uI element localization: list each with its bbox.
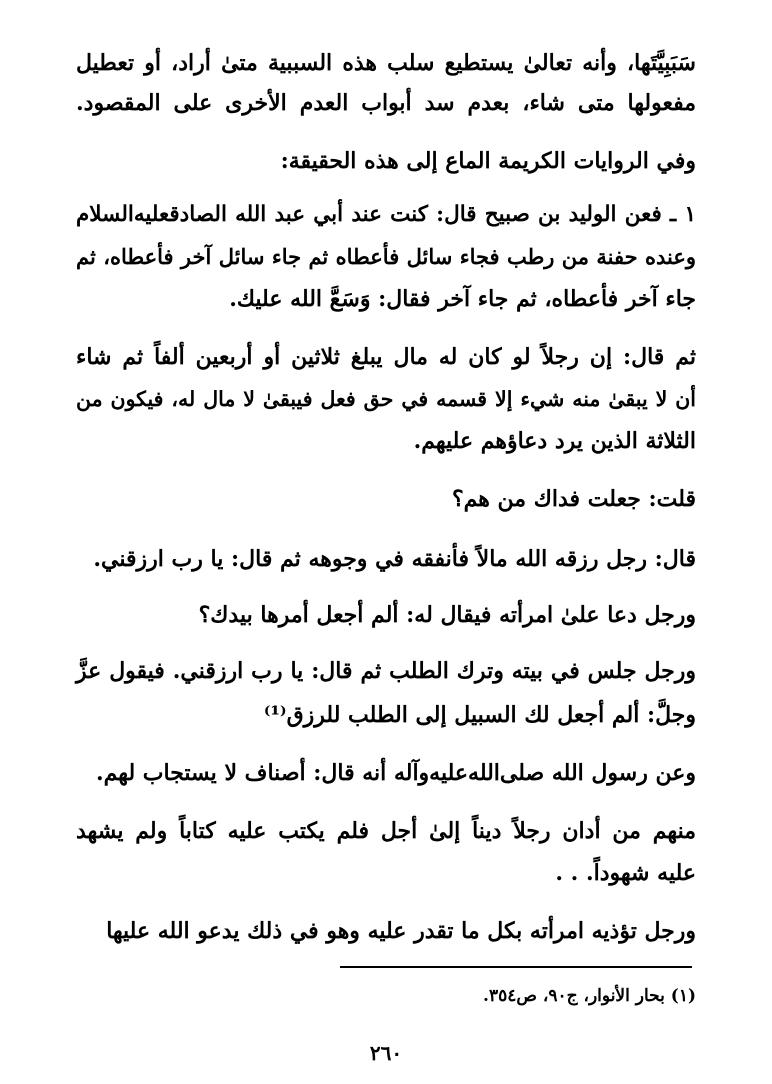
text-line: ثم قال: إن رجلاً لو كان له مال يبلغ ثلاثين أو أربعين ألفاً ثم شاء — [76, 344, 696, 370]
footnote: (١) بحار الأنوار، ج٩٠، ص٣٥٤. — [483, 986, 696, 1006]
text-line: عليه شهوداً. . . — [555, 860, 696, 886]
text-line: الثلاثة الذين يرد دعاؤهم عليهم. — [413, 428, 696, 454]
text-line: وعنده حفنة من رطب فجاء سائل فأعطاه ثم جاء سائل آخر فأعطاه، ثم — [76, 244, 696, 269]
text-line: أن لا يبقىٰ منه شيء إلا قسمه في حق فعل فيبقىٰ لا مال له، فيكون من — [76, 387, 696, 411]
text-line: جاء آخر فأعطاه، ثم جاء آخر فقال: وَسَعَّ الله عليك. — [229, 286, 696, 312]
text-line: وجلَّ: ألم أجعل لك السبيل إلى الطلب للرزق⁽¹⁾ — [263, 702, 696, 728]
text-line: قال: رجل رزقه الله مالاً فأنفقه في وجوهه ثم قال: يا رب ارزقني. — [93, 546, 696, 572]
text-line: ورجل جلس في بيته وترك الطلب ثم قال: يا رب ارزقني. فيقول عزَّ — [76, 658, 696, 684]
text-line: ١ ـ فعن الوليد بن صبيح قال: كنت عند أبي عبد الله الصادقعليه‌السلام — [76, 202, 696, 227]
text-line: مفعولها متى شاء، بعدم سد أبواب العدم الأخرى على المقصود. — [76, 90, 696, 116]
text-line: ورجل دعا علىٰ امرأته فيقال له: ألم أجعل أمرها بيدك؟ — [198, 602, 696, 628]
text-line: وعن رسول الله صلى‌الله‌عليه‌وآله أنه قال: أصناف لا يستجاب لهم. — [96, 760, 696, 786]
text-line: سَبَبِيَّتَها، وأنه تعالىٰ يستطيع سلب هذه السببية متىٰ أراد، أو تعطيل — [76, 50, 696, 76]
text-line: قلت: جعلت فداك من هم؟ — [451, 486, 696, 512]
page-number: ٢٦٠ — [369, 1041, 403, 1065]
text-line: منهم من أدان رجلاً ديناً إلىٰ أجل فلم يكتب عليه كتاباً ولم يشهد — [76, 818, 696, 844]
text-line: ورجل تؤذيه امرأته بكل ما تقدر عليه وهو في ذلك يدعو الله عليها — [106, 918, 696, 944]
paragraph-line: وفي الروايات الكريمة الماع إلى هذه الحقيقة: — [280, 148, 696, 174]
footnote-divider — [340, 966, 692, 968]
